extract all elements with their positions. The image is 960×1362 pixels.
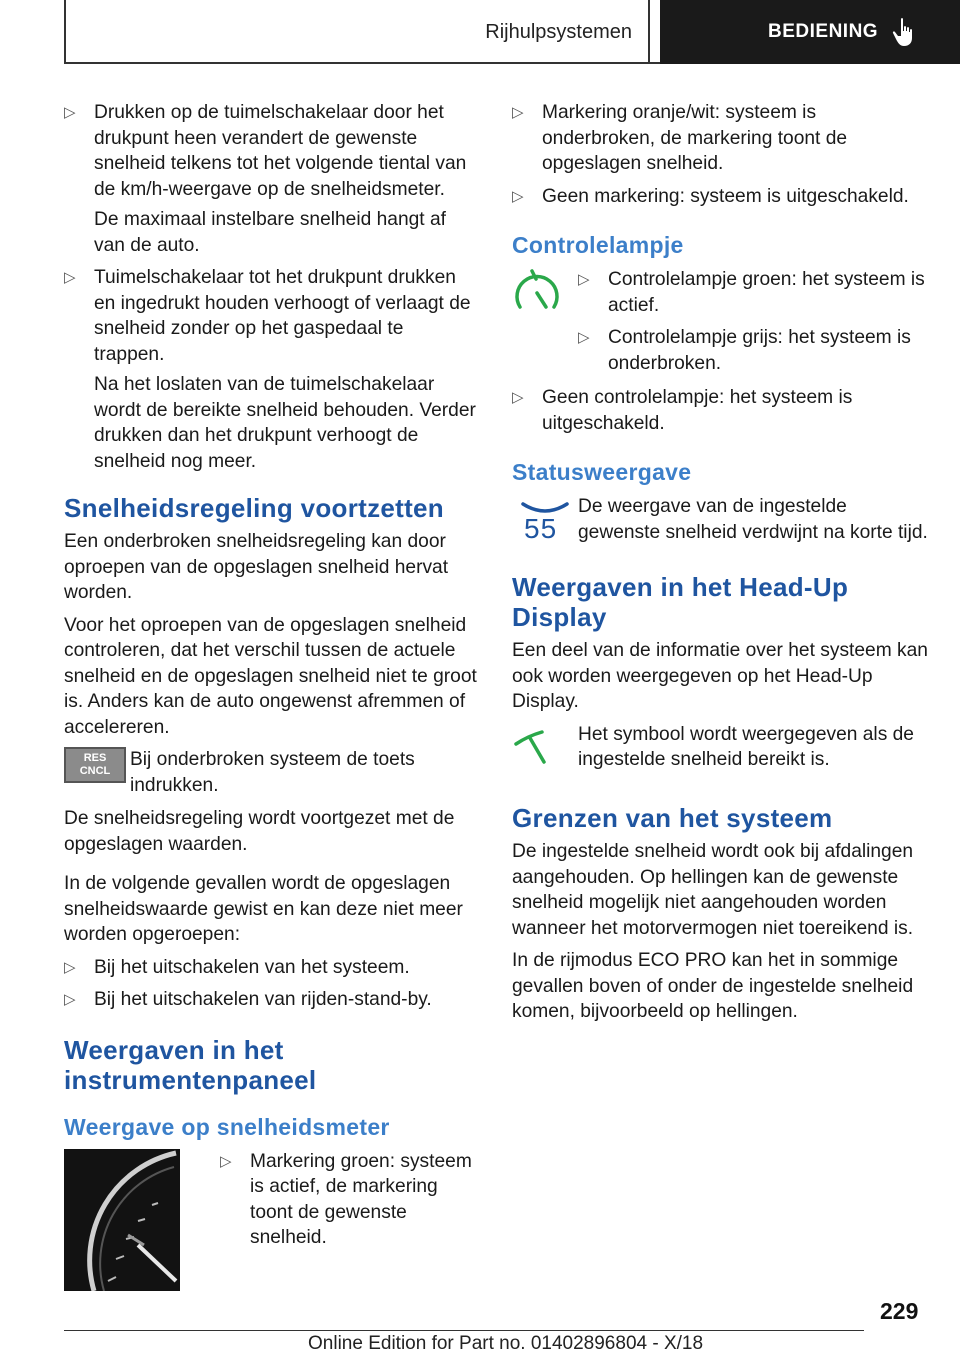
bullet-text: Markering oranje/wit: systeem is onderbroken, de markering toont de opgeslagen snelheid. xyxy=(542,102,848,174)
status-speed-value: 55 xyxy=(524,513,558,544)
paragraph-delete: In de volgende gevallen wordt de opgeslagen snelheidswaarde gewist en kan deze niet meer worden opgeroepen: xyxy=(64,873,463,945)
bullet-item-lamp-green xyxy=(578,267,928,318)
footer-edition-text: Online Edition for Part no. 01402896804 - X/18 xyxy=(308,1333,704,1354)
bullet-text: Geen markering: systeem is uitgeschakeld. xyxy=(542,185,909,207)
status-display-row xyxy=(512,494,928,550)
bullet-item-standby-off xyxy=(64,987,479,1013)
bullet-item-rocker-hold xyxy=(64,265,479,474)
res-button-text: Bij onderbroken systeem de toets indrukken. xyxy=(130,749,415,796)
heading-system-limits: Grenzen van het systeem xyxy=(512,803,833,833)
heading-resume: Snelheidsregeling voortzetten xyxy=(64,493,444,523)
heading-indicator-lamp: Controlelampje xyxy=(512,232,684,258)
paragraph-limits-1: De ingestelde snelheid wordt ook bij afdalingen aangehouden. Op hellingen kan de gewenste snelheid mogelijk niet aangehouden worden wanneer het motorvermogen niet toereikend is. xyxy=(512,841,914,939)
bullet-note: Na het loslaten van de tuimelschakelaar wordt de bereikte snelheid behouden. Verder drukken dan het drukpunt verhoogt de snelheid nog meer. xyxy=(94,374,476,472)
bullet-triangle-icon: ▷ xyxy=(578,271,590,288)
bullet-text: Controlelampje groen: het systeem is actief. xyxy=(608,269,925,316)
bullet-item-marking-orange xyxy=(512,100,928,177)
chapter-tab xyxy=(660,0,960,64)
pointing-hand-icon xyxy=(892,17,918,47)
bullet-text: Bij het uitschakelen van rijden-stand-by. xyxy=(94,989,432,1010)
bullet-item-rocker-press xyxy=(64,100,479,258)
res-label: RES xyxy=(83,752,107,764)
bullet-triangle-icon: ▷ xyxy=(512,104,524,121)
bullet-triangle-icon: ▷ xyxy=(220,1152,232,1170)
bullet-triangle-icon: ▷ xyxy=(64,991,76,1008)
res-cncl-button-icon xyxy=(64,747,126,783)
bullet-item-marking-green xyxy=(220,1149,479,1251)
paragraph-limits-2: In de rijmodus ECO PRO kan het in sommige gevallen boven of onder de ingestelde snelheid komen, bijvoorbeeld op hellingen. xyxy=(512,950,914,1022)
bullet-triangle-icon: ▷ xyxy=(578,329,590,346)
page-number: 229 xyxy=(880,1298,919,1324)
indicator-lamp-row xyxy=(512,267,928,383)
speedometer-row xyxy=(64,1149,479,1291)
chapter-title: BEDIENING xyxy=(768,21,879,42)
heading-speedometer: Weergave op snelheidsmeter xyxy=(64,1113,390,1140)
heading-status-display: Statusweergave xyxy=(512,459,692,485)
bullet-item-system-off xyxy=(64,955,479,981)
section-title-text: Rijhulpsystemen xyxy=(485,20,632,43)
paragraph-hud: Een deel van de informatie over het systeem kan ook worden weergegeven op het Head-Up Display. xyxy=(512,640,928,712)
bullet-text: Geen controlelampje: het systeem is uitgeschakeld. xyxy=(542,387,853,434)
paragraph-resume-2: Voor het oproepen van de opgeslagen snelheid controleren, dat het verschil tussen de actuele snelheid en de opgeslagen snelheid niet te groot is. Anders kan de auto ongewenst afremmen of accelereren. xyxy=(64,614,477,738)
footer-divider xyxy=(64,1330,864,1331)
bullet-text: Markering groen: systeem is actief, de markering toont de gewenste snelheid. xyxy=(250,1150,472,1248)
bullet-item-no-lamp xyxy=(512,385,928,436)
bullet-item-lamp-grey xyxy=(578,325,928,376)
speedometer-image xyxy=(64,1149,180,1291)
cncl-label: CNCL xyxy=(79,765,111,777)
bullet-triangle-icon: ▷ xyxy=(64,104,76,121)
heading-head-up-display: Weergaven in het Head-Up Display xyxy=(512,572,849,632)
hud-symbol-row xyxy=(512,722,928,782)
left-column xyxy=(64,100,479,1299)
hud-cruise-symbol-icon xyxy=(512,722,566,774)
hud-symbol-text: Het symbool wordt weergegeven als de ingestelde snelheid bereikt is. xyxy=(578,723,914,770)
bullet-text: Tuimelschakelaar tot het drukpunt drukken en ingedrukt houden verhoogt of verlaagt de snelheid zonder op het gaspedaal te trappen. xyxy=(94,267,471,365)
bullet-triangle-icon: ▷ xyxy=(512,389,524,406)
bullet-text: Controlelampje grijs: het systeem is onderbroken. xyxy=(608,327,911,374)
bullet-text: Drukken op de tuimelschakelaar door het drukpunt heen verandert de gewenste snelheid telkens tot het volgende tiental van de km/h-weergave op de snelheidsmeter. xyxy=(94,102,467,200)
paragraph-resume-1: Een onderbroken snelheidsregeling kan door oproepen van de opgeslagen snelheid hervat worden. xyxy=(64,531,449,603)
bullet-note: De maximaal instelbare snelheid hangt af van de auto. xyxy=(94,209,446,256)
heading-instrument-panel: Weergaven in het instrumentenpaneel xyxy=(64,1034,317,1095)
status-display-text: De weergave van de ingestelde gewenste snelheid verdwijnt na korte tijd. xyxy=(578,496,928,543)
bullet-triangle-icon: ▷ xyxy=(512,187,524,205)
footer-edition xyxy=(308,1333,703,1355)
right-column xyxy=(512,100,928,1032)
bullet-item-no-marking xyxy=(512,184,928,210)
paragraph-resume-3: De snelheidsregeling wordt voortgezet met de opgeslagen waarden. xyxy=(64,808,455,855)
cruise-control-lamp-icon xyxy=(512,267,562,319)
bullet-triangle-icon: ▷ xyxy=(64,958,76,976)
res-button-row xyxy=(64,747,479,798)
bullet-triangle-icon: ▷ xyxy=(64,269,76,286)
section-title xyxy=(64,0,650,64)
bullet-text: Bij het uitschakelen van het systeem. xyxy=(94,956,410,978)
